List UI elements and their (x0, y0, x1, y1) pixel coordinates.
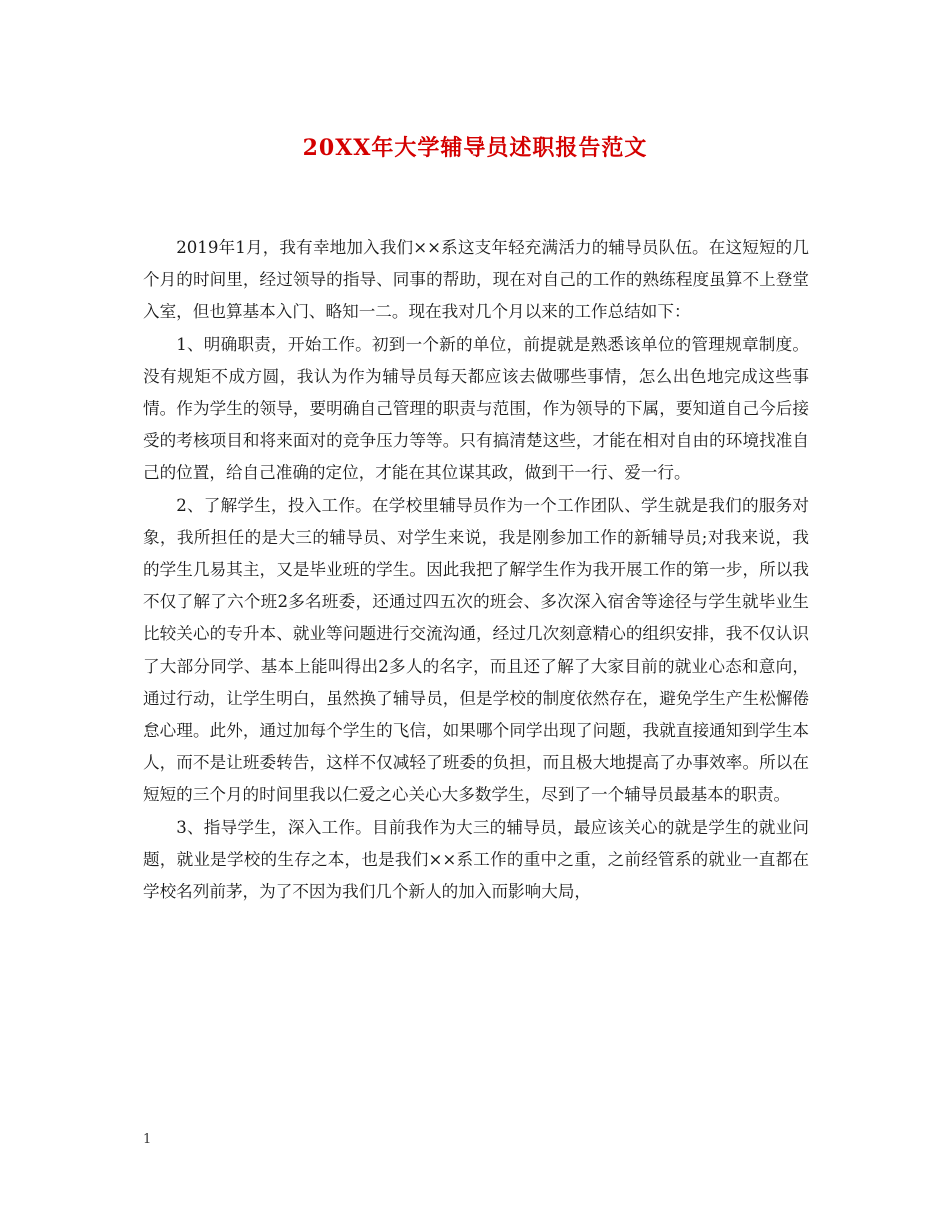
paragraph-section-3: 3、指导学生，深入工作。目前我作为大三的辅导员，最应该关心的就是学生的就业问题，就业是学校的生存之本，也是我们××系工作的重中之重，之前经管系的就业一直都在学校名列前茅，为了不因为我们几个新人的加入而影响大局， (143, 817, 809, 902)
document-body (143, 232, 809, 908)
document-title: 20XX年大学辅导员述职报告范文 (302, 135, 648, 161)
paragraph-section-2: 2、了解学生，投入工作。在学校里辅导员作为一个工作团队、学生就是我们的服务对象，我所担任的是大三的辅导员、对学生来说，我是刚参加工作的新辅导员;对我来说，我的学生几易其主，又是毕业班的学生。因此我把了解学生作为我开展工作的第一步，所以我不仅了解了六个班2多名班委，还通过四五次的班会、多次深入宿舍等途径与学生就毕业生比较关心的专升本、就业等问题进行交流沟通，经过几次刻意精心的组织安排，我不仅认识了大部分同学、基本上能叫得出2多人的名字，而且还了解了大家目前的就业心态和意向，通过行动，让学生明白，虽然换了辅导员，但是学校的制度依然存在，避免学生产生松懈倦怠心理。此外，通过加每个学生的飞信，如果哪个同学出现了问题，我就直接通知到学生本人，而不是让班委转告，这样不仅减轻了班委的负担，而且极大地提高了办事效率。所以在短短的三个月的时间里我以仁爱之心关心大多数学生，尽到了一个辅导员最基本的职责。 (143, 495, 809, 805)
page-number: 1 (143, 1132, 152, 1147)
paragraph-section-1: 1、明确职责，开始工作。初到一个新的单位，前提就是熟悉该单位的管理规章制度。没有规矩不成方圆，我认为作为辅导员每天都应该去做哪些事情，怎么出色地完成这些事情。作为学生的领导，要明确自己管理的职责与范围，作为领导的下属，要知道自己今后接受的考核项目和将来面对的竞争压力等等。只有搞清楚这些，才能在相对自由的环境找准自己的位置，给自己准确的定位，才能在其位谋其政，做到干一行、爱一行。 (143, 334, 809, 483)
paragraph-intro: 2019年1月，我有幸地加入我们××系这支年轻充满活力的辅导员队伍。在这短短的几个月的时间里，经过领导的指导、同事的帮助，现在对自己的工作的熟练程度虽算不上登堂入室，但也算基本入门、略知一二。现在我对几个月以来的工作总结如下： (143, 238, 809, 322)
